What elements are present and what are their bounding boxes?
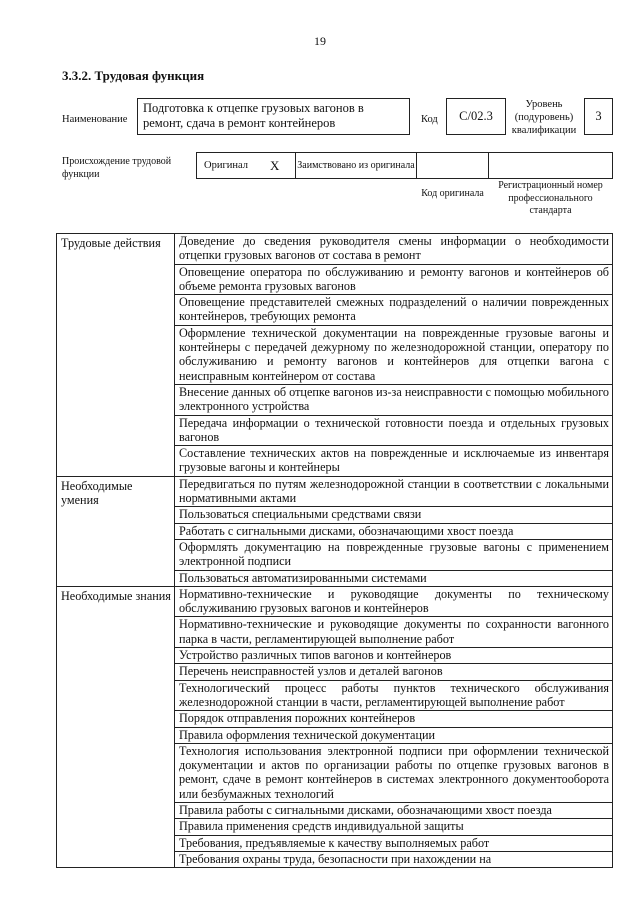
origin-box xyxy=(196,152,417,179)
table-row xyxy=(57,586,613,617)
labor-actions-item: Оформление технической документации на поврежденные грузовые вагоны и контейнеры с передачей дежурному по железнодорожной станции, оператору по обслуживанию и ремонту вагонов и контейнеров для отцепки вагона с неисправным контейнером от состава xyxy=(175,325,613,384)
labor-actions-item: Доведение до сведения руководителя смены информации о необходимости отцепки грузовых вагонов от состава в ремонт xyxy=(175,234,613,265)
required-knowledge-item: Правила применения средств индивидуальной защиты xyxy=(175,819,613,835)
function-name-box: Подготовка к отцепке грузовых вагонов в ремонт, сдача в ремонт контейнеров xyxy=(137,98,410,135)
required-knowledge-item: Правила работы с сигнальными дисками, обозначающими хвост поезда xyxy=(175,802,613,818)
labor-actions-item: Оповещение представителей смежных подразделений о наличии поврежденных контейнеров, требующих ремонта xyxy=(175,295,613,326)
required-knowledge-item: Устройство различных типов вагонов и контейнеров xyxy=(175,648,613,664)
function-details-body xyxy=(57,234,613,868)
required-knowledge-item: Правила оформления технической документации xyxy=(175,727,613,743)
original-mark: X xyxy=(270,158,280,173)
level-label: Уровень (подуровень) квалификации xyxy=(511,98,577,136)
required-skills-item: Пользоваться специальными средствами связи xyxy=(175,507,613,523)
required-knowledge-item: Технология использования электронной подписи при оформлении технической документации и актов по организации работы по отцепке грузовых вагонов в ремонт, сдаче в ремонт контейнеров в системах электронного документооборота или безбумажных технологий xyxy=(175,743,613,802)
required-knowledge-item: Перечень неисправностей узлов и деталей вагонов xyxy=(175,664,613,680)
registration-number-box xyxy=(488,152,613,179)
required-skills-item: Работать с сигнальными дисками, обозначающими хвост поезда xyxy=(175,523,613,539)
labor-actions-item: Оповещение оператора по обслуживанию и ремонту вагонов и контейнеров об объеме ремонта грузовых вагонов xyxy=(175,264,613,295)
original-code-caption: Код оригинала xyxy=(421,187,484,199)
required-knowledge-item: Порядок отправления порожних контейнеров xyxy=(175,711,613,727)
code-label: Код xyxy=(421,114,438,125)
original-code-box xyxy=(416,152,489,179)
required-skills-item: Передвигаться по путям железнодорожной станции в соответствии с локальными нормативными актами xyxy=(175,476,613,507)
labor-actions-item: Передача информации о технической готовности поезда и отдельных грузовых вагонов xyxy=(175,415,613,446)
required-knowledge-heading: Необходимые знания xyxy=(57,586,175,867)
borrowed-label: Заимствовано из оригинала xyxy=(297,159,415,171)
registration-number-caption: Регистрационный номер профессионального стандарта xyxy=(498,180,603,217)
code-value-box: С/02.3 xyxy=(446,98,506,135)
table-row xyxy=(57,476,613,507)
required-skills-item: Пользоваться автоматизированными системами xyxy=(175,570,613,586)
required-knowledge-item: Требования, предъявляемые к качеству выполняемых работ xyxy=(175,835,613,851)
required-knowledge-item: Нормативно-технические и руководящие документы по сохранности вагонного парка в части, регламентирующей выполнение работ xyxy=(175,617,613,648)
page-number: 19 xyxy=(314,34,326,48)
labor-actions-item: Составление технических актов на поврежденные и исключаемые из инвентаря грузовые вагоны и контейнеры xyxy=(175,446,613,477)
required-knowledge-item: Технологический процесс работы пунктов технического обслуживания железнодорожной станции в части, регламентирующей выполнение работ xyxy=(175,680,613,711)
required-knowledge-item: Нормативно-технические и руководящие документы по техническому обслуживанию грузовых вагонов и контейнеров xyxy=(175,586,613,617)
name-label: Наименование xyxy=(62,114,128,125)
section-title: 3.3.2. Трудовая функция xyxy=(62,68,205,83)
function-details-table xyxy=(56,233,613,868)
labor-actions-heading: Трудовые действия xyxy=(57,234,175,477)
original-label: Оригинал xyxy=(204,160,248,171)
labor-actions-item: Внесение данных об отцепке вагонов из-за неисправности с помощью мобильного электронного устройства xyxy=(175,384,613,415)
origin-label: Происхождение трудовой функции xyxy=(62,156,172,180)
required-knowledge-item: Требования охраны труда, безопасности при нахождении на xyxy=(175,851,613,867)
required-skills-heading: Необходимые умения xyxy=(57,476,175,586)
level-value-box: 3 xyxy=(584,98,613,135)
table-row xyxy=(57,234,613,265)
required-skills-item: Оформлять документацию на поврежденные грузовые вагоны с применением электронной подписи xyxy=(175,539,613,570)
